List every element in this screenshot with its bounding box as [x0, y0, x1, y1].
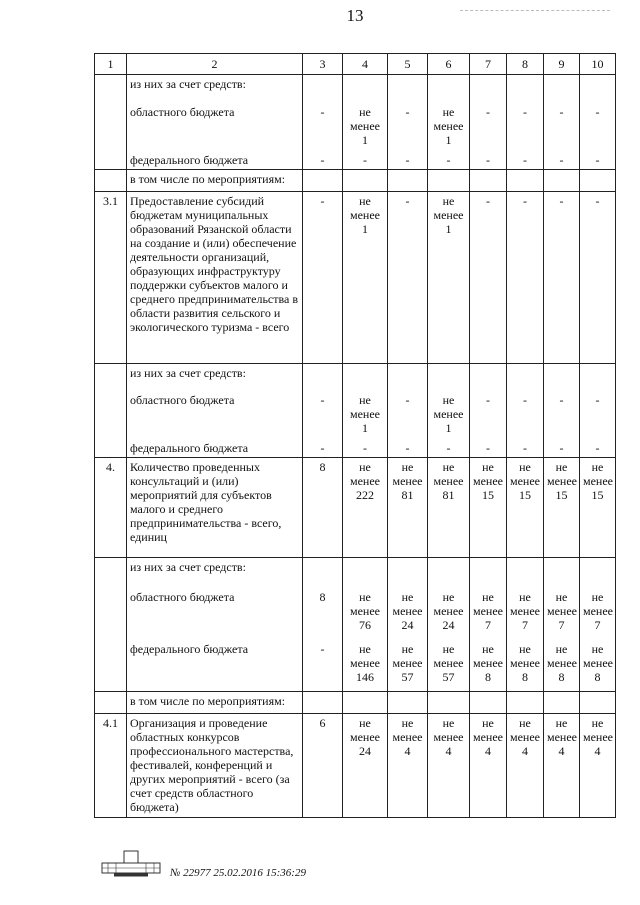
- base-value-cell: 6: [303, 714, 343, 818]
- table-row: [95, 75, 616, 103]
- year-value-cell: не менее 1: [343, 103, 388, 151]
- year-value-cell: -: [580, 391, 616, 439]
- year-value-cell: -: [544, 191, 580, 363]
- year-value-cell: [544, 558, 580, 588]
- government-stamp-icon: [100, 847, 162, 877]
- header-cell: 5: [388, 54, 428, 75]
- year-value-cell: [388, 558, 428, 588]
- year-value-cell: не менее 76: [343, 588, 388, 640]
- year-value-cell: не менее 1: [428, 103, 470, 151]
- year-value-cell: не менее 146: [343, 640, 388, 692]
- year-value-cell: [428, 692, 470, 714]
- year-value-cell: -: [507, 103, 544, 151]
- base-value-cell: -: [303, 103, 343, 151]
- header-cell: 4: [343, 54, 388, 75]
- year-value-cell: не менее 4: [544, 714, 580, 818]
- header-cell: 7: [470, 54, 507, 75]
- year-value-cell: не менее 8: [580, 640, 616, 692]
- base-value-cell: [303, 692, 343, 714]
- year-value-cell: -: [428, 439, 470, 458]
- year-value-cell: [428, 558, 470, 588]
- row-number-cell: [95, 151, 127, 170]
- header-cell: 3: [303, 54, 343, 75]
- year-value-cell: -: [507, 191, 544, 363]
- row-label-cell: областного бюджета: [127, 103, 303, 151]
- year-value-cell: не менее 222: [343, 458, 388, 558]
- year-value-cell: не менее 7: [507, 588, 544, 640]
- row-number-cell: [95, 363, 127, 391]
- year-value-cell: [544, 692, 580, 714]
- year-value-cell: [343, 75, 388, 103]
- base-value-cell: -: [303, 391, 343, 439]
- row-label-cell: из них за счет средств:: [127, 75, 303, 103]
- row-number-cell: [95, 103, 127, 151]
- row-label-cell: из них за счет средств:: [127, 558, 303, 588]
- year-value-cell: не менее 8: [470, 640, 507, 692]
- year-value-cell: не менее 7: [580, 588, 616, 640]
- year-value-cell: -: [507, 151, 544, 170]
- year-value-cell: не менее 8: [507, 640, 544, 692]
- table-row: [95, 714, 616, 818]
- year-value-cell: не менее 57: [428, 640, 470, 692]
- year-value-cell: -: [388, 439, 428, 458]
- row-label-cell: из них за счет средств:: [127, 363, 303, 391]
- header-cell: 8: [507, 54, 544, 75]
- year-value-cell: [580, 169, 616, 191]
- year-value-cell: -: [580, 191, 616, 363]
- year-value-cell: -: [507, 391, 544, 439]
- year-value-cell: не менее 81: [428, 458, 470, 558]
- header-cell: 6: [428, 54, 470, 75]
- year-value-cell: -: [580, 103, 616, 151]
- base-value-cell: [303, 558, 343, 588]
- year-value-cell: -: [388, 151, 428, 170]
- year-value-cell: [507, 558, 544, 588]
- year-value-cell: -: [388, 191, 428, 363]
- year-value-cell: -: [343, 151, 388, 170]
- year-value-cell: [470, 692, 507, 714]
- base-value-cell: -: [303, 439, 343, 458]
- year-value-cell: [580, 692, 616, 714]
- row-number-cell: [95, 75, 127, 103]
- table-row: [95, 191, 616, 363]
- year-value-cell: [343, 363, 388, 391]
- base-value-cell: [303, 363, 343, 391]
- year-value-cell: не менее 15: [580, 458, 616, 558]
- table-row: [95, 692, 616, 714]
- year-value-cell: не менее 1: [428, 391, 470, 439]
- row-number-cell: 4.: [95, 458, 127, 558]
- year-value-cell: [470, 169, 507, 191]
- year-value-cell: не менее 24: [388, 588, 428, 640]
- year-value-cell: не менее 15: [470, 458, 507, 558]
- year-value-cell: не менее 4: [507, 714, 544, 818]
- year-value-cell: -: [544, 103, 580, 151]
- table-row: [95, 103, 616, 151]
- page-number: 13: [346, 6, 364, 25]
- header-cell: 1: [95, 54, 127, 75]
- year-value-cell: не менее 7: [470, 588, 507, 640]
- year-value-cell: [507, 75, 544, 103]
- year-value-cell: [580, 75, 616, 103]
- row-number-cell: [95, 692, 127, 714]
- year-value-cell: -: [470, 103, 507, 151]
- year-value-cell: не менее 4: [580, 714, 616, 818]
- base-value-cell: -: [303, 151, 343, 170]
- year-value-cell: [507, 363, 544, 391]
- row-label-cell: федерального бюджета: [127, 151, 303, 170]
- year-value-cell: -: [388, 103, 428, 151]
- base-value-cell: -: [303, 191, 343, 363]
- year-value-cell: -: [343, 439, 388, 458]
- table-row: [95, 458, 616, 558]
- year-value-cell: [388, 363, 428, 391]
- header-cell: 9: [544, 54, 580, 75]
- year-value-cell: [343, 692, 388, 714]
- base-value-cell: -: [303, 640, 343, 692]
- year-value-cell: -: [388, 391, 428, 439]
- table-row: [95, 363, 616, 391]
- year-value-cell: [470, 558, 507, 588]
- year-value-cell: -: [580, 439, 616, 458]
- year-value-cell: не менее 15: [544, 458, 580, 558]
- row-number-cell: [95, 588, 127, 640]
- header-cell: 10: [580, 54, 616, 75]
- row-label-cell: Предоставление субсидий бюджетам муниципальных образований Рязанской области на создание и (или) обеспечение деятельности организаций, образующих инфраструктуру поддержки субъектов малого и среднего предпринимательства в области развития сельского и экологического туризма - всего: [127, 191, 303, 363]
- year-value-cell: [580, 558, 616, 588]
- registration-stamp: № 22977 25.02.2016 15:36:29: [170, 867, 306, 879]
- year-value-cell: не менее 57: [388, 640, 428, 692]
- row-label-cell: областного бюджета: [127, 588, 303, 640]
- row-number-cell: [95, 640, 127, 692]
- year-value-cell: [470, 75, 507, 103]
- year-value-cell: -: [507, 439, 544, 458]
- base-value-cell: 8: [303, 588, 343, 640]
- row-label-cell: Организация и проведение областных конкурсов профессионального мастерства, фестивалей, конференций и других мероприятий - всего (за счет средств областного бюджета): [127, 714, 303, 818]
- row-number-cell: [95, 558, 127, 588]
- year-value-cell: [388, 692, 428, 714]
- header-cell: 2: [127, 54, 303, 75]
- base-value-cell: 8: [303, 458, 343, 558]
- table-header-row: [95, 54, 616, 75]
- year-value-cell: -: [580, 151, 616, 170]
- year-value-cell: не менее 8: [544, 640, 580, 692]
- year-value-cell: не менее 81: [388, 458, 428, 558]
- year-value-cell: не менее 15: [507, 458, 544, 558]
- row-label-cell: в том числе по мероприятиям:: [127, 169, 303, 191]
- row-label-cell: федерального бюджета: [127, 439, 303, 458]
- year-value-cell: [544, 169, 580, 191]
- row-number-cell: [95, 391, 127, 439]
- year-value-cell: [428, 169, 470, 191]
- year-value-cell: не менее 1: [343, 391, 388, 439]
- year-value-cell: не менее 24: [343, 714, 388, 818]
- year-value-cell: не менее 4: [428, 714, 470, 818]
- year-value-cell: [428, 75, 470, 103]
- year-value-cell: -: [544, 439, 580, 458]
- year-value-cell: [343, 558, 388, 588]
- year-value-cell: -: [470, 191, 507, 363]
- row-number-cell: [95, 439, 127, 458]
- row-label-cell: Количество проведенных консультаций и (или) мероприятий для субъектов малого и среднего предпринимательства - всего, единиц: [127, 458, 303, 558]
- row-number-cell: 3.1: [95, 191, 127, 363]
- year-value-cell: [388, 169, 428, 191]
- row-label-cell: федерального бюджета: [127, 640, 303, 692]
- table-row: [95, 588, 616, 640]
- year-value-cell: [580, 363, 616, 391]
- year-value-cell: -: [470, 151, 507, 170]
- year-value-cell: -: [544, 151, 580, 170]
- table-row: [95, 558, 616, 588]
- table-row: [95, 151, 616, 170]
- year-value-cell: [544, 75, 580, 103]
- table-row: [95, 439, 616, 458]
- row-label-cell: в том числе по мероприятиям:: [127, 692, 303, 714]
- year-value-cell: -: [544, 391, 580, 439]
- table-row: [95, 640, 616, 692]
- year-value-cell: [544, 363, 580, 391]
- year-value-cell: не менее 24: [428, 588, 470, 640]
- year-value-cell: [428, 363, 470, 391]
- year-value-cell: не менее 1: [343, 191, 388, 363]
- row-label-cell: областного бюджета: [127, 391, 303, 439]
- table-row: [95, 169, 616, 191]
- scan-artifact-line: [460, 10, 610, 11]
- row-number-cell: [95, 169, 127, 191]
- year-value-cell: [388, 75, 428, 103]
- year-value-cell: не менее 7: [544, 588, 580, 640]
- indicators-table: [94, 53, 616, 818]
- year-value-cell: -: [470, 439, 507, 458]
- year-value-cell: -: [428, 151, 470, 170]
- year-value-cell: [507, 692, 544, 714]
- base-value-cell: [303, 75, 343, 103]
- base-value-cell: [303, 169, 343, 191]
- row-number-cell: 4.1: [95, 714, 127, 818]
- year-value-cell: -: [470, 391, 507, 439]
- year-value-cell: [343, 169, 388, 191]
- year-value-cell: не менее 4: [388, 714, 428, 818]
- year-value-cell: [470, 363, 507, 391]
- table-row: [95, 391, 616, 439]
- year-value-cell: не менее 1: [428, 191, 470, 363]
- year-value-cell: [507, 169, 544, 191]
- year-value-cell: не менее 4: [470, 714, 507, 818]
